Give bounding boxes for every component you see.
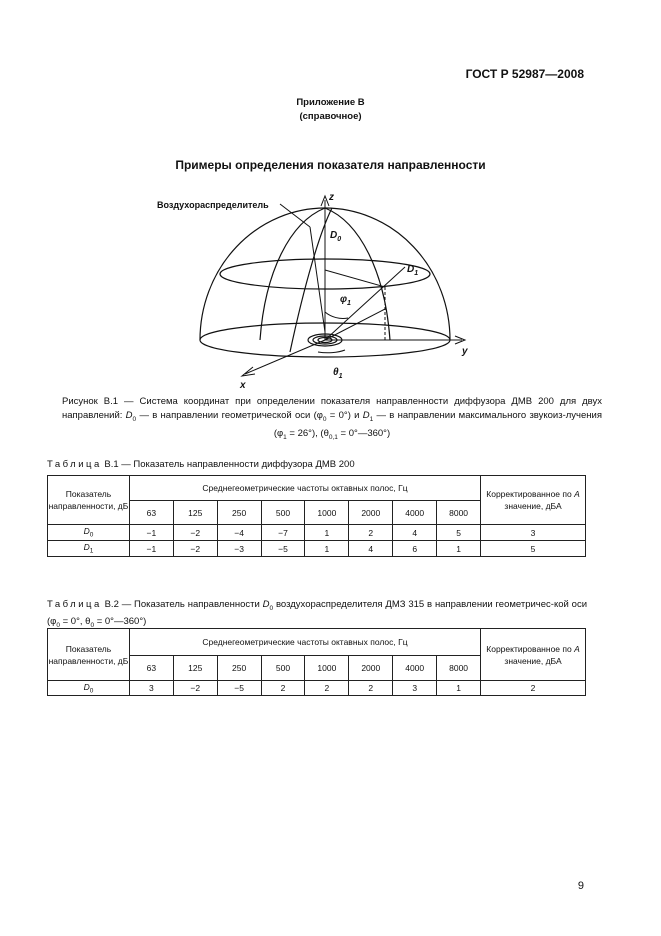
table2-freq-cell: 8000 xyxy=(437,656,481,681)
row-label: $D_1$ xyxy=(48,541,130,557)
value-cell: −2 xyxy=(173,541,217,557)
value-cell: −5 xyxy=(217,681,261,696)
value-cell: 2 xyxy=(349,681,393,696)
meridian-right xyxy=(325,208,390,340)
value-cell: 2 xyxy=(305,681,349,696)
z-label: z xyxy=(329,192,334,203)
value-cell: 1 xyxy=(305,525,349,541)
value-cell: −7 xyxy=(261,525,305,541)
table2-freq-cell: 1000 xyxy=(305,656,349,681)
table2-caption: Таблица В.2 — Показатель направленности $D_0$ воздухораспределителя ДМЗ 315 в направлении геометричес-кой оси ($\varphi_0 = 0^\circ$, $\theta_0$ = 0°—360°) xyxy=(47,599,587,629)
table-row xyxy=(48,681,586,696)
table2-body xyxy=(48,681,586,696)
coordinate-figure xyxy=(150,192,480,392)
table2-header-indicator: Показатель направленности, дБ xyxy=(48,629,130,681)
table1-freq-cell: 2000 xyxy=(349,501,393,525)
appendix-heading xyxy=(0,96,661,124)
value-cell: 3 xyxy=(393,681,437,696)
table2 xyxy=(47,628,586,696)
table1-header-freq: Среднегеометрические частоты октавных полос, Гц xyxy=(129,476,480,501)
table1-header-indicator: Показатель направленности, дБ xyxy=(48,476,130,525)
corrected-cell: 5 xyxy=(481,541,586,557)
hemisphere-diagram xyxy=(150,192,480,392)
value-cell: −4 xyxy=(217,525,261,541)
table2-freq-cell: 2000 xyxy=(349,656,393,681)
table1-freq-cell: 8000 xyxy=(437,501,481,525)
x-arrow xyxy=(242,367,255,376)
value-cell: 4 xyxy=(393,525,437,541)
theta1-label: $\theta_1$ xyxy=(333,367,343,380)
page-number: 9 xyxy=(577,880,584,892)
table1-freq-cell: 125 xyxy=(173,501,217,525)
table-row xyxy=(48,525,586,541)
d1-label: $D_1$ xyxy=(407,264,419,277)
air-distributor-leader xyxy=(310,227,325,332)
table1-body xyxy=(48,525,586,557)
table2-header-corrected: Корректированное по А значение, дБА xyxy=(481,629,586,681)
d0-label: $D_0$ xyxy=(330,230,342,243)
value-cell: 3 xyxy=(129,681,173,696)
corrected-cell: 2 xyxy=(481,681,586,696)
row-label: $D_0$ xyxy=(48,525,130,541)
meridian-left xyxy=(260,208,325,340)
phi1-arc xyxy=(325,312,348,318)
value-cell: 2 xyxy=(349,525,393,541)
value-cell: −2 xyxy=(173,525,217,541)
phi1-label: $\varphi_1$ xyxy=(340,294,351,307)
value-cell: 1 xyxy=(305,541,349,557)
table2-freq-cell: 500 xyxy=(261,656,305,681)
table2-freq-cell: 4000 xyxy=(393,656,437,681)
table1-caption: Таблица В.1 — Показатель направленности диффузора ДМВ 200 xyxy=(47,459,355,470)
value-cell: −1 xyxy=(129,541,173,557)
table2-freq-cell: 250 xyxy=(217,656,261,681)
d1-projection-top xyxy=(325,270,385,287)
value-cell: 1 xyxy=(437,681,481,696)
table1-header-corrected: Корректированное по А значение, дБА xyxy=(481,476,586,525)
row-label: $D_0$ xyxy=(48,681,130,696)
appendix-title: Приложение В xyxy=(296,97,365,108)
theta1-arc xyxy=(318,350,345,353)
table1-freq-cell: 500 xyxy=(261,501,305,525)
figure-caption: Рисунок В.1 — Система координат при определении показателя направленности диффузора ДМВ 200 для двух направлений: $D_0$ — в направлении геометрической оси $(\varphi_0 = 0^\circ)$ и $D_1$ — в направлении максимального звукоиз-лучения $(\varphi_1 = 26^\circ)$, ($\theta_{0,1}$ = 0°—360°) xyxy=(62,396,602,441)
table1-freq-cell: 250 xyxy=(217,501,261,525)
table1 xyxy=(47,475,586,557)
table2-freq-cell: 125 xyxy=(173,656,217,681)
d1-vector xyxy=(325,267,405,340)
value-cell: −2 xyxy=(173,681,217,696)
table-row xyxy=(48,541,586,557)
y-label: y xyxy=(462,346,468,357)
table1-freq-cell: 1000 xyxy=(305,501,349,525)
value-cell: −3 xyxy=(217,541,261,557)
x-label: x xyxy=(240,380,246,391)
table2-header-freq: Среднегеометрические частоты октавных полос, Гц xyxy=(129,629,480,656)
value-cell: 1 xyxy=(437,541,481,557)
section-title: Примеры определения показателя направленности xyxy=(175,158,486,172)
value-cell: −1 xyxy=(129,525,173,541)
air-distributor-label: Воздухораспределитель xyxy=(157,200,269,210)
table1-freq-cell: 4000 xyxy=(393,501,437,525)
value-cell: 4 xyxy=(349,541,393,557)
corrected-cell: 3 xyxy=(481,525,586,541)
value-cell: 5 xyxy=(437,525,481,541)
value-cell: 6 xyxy=(393,541,437,557)
appendix-subtitle: (справочное) xyxy=(299,111,362,122)
table2-freq-cell: 63 xyxy=(129,656,173,681)
value-cell: 2 xyxy=(261,681,305,696)
value-cell: −5 xyxy=(261,541,305,557)
standard-number: ГОСТ Р 52987—2008 xyxy=(465,67,584,81)
table1-freq-cell: 63 xyxy=(129,501,173,525)
